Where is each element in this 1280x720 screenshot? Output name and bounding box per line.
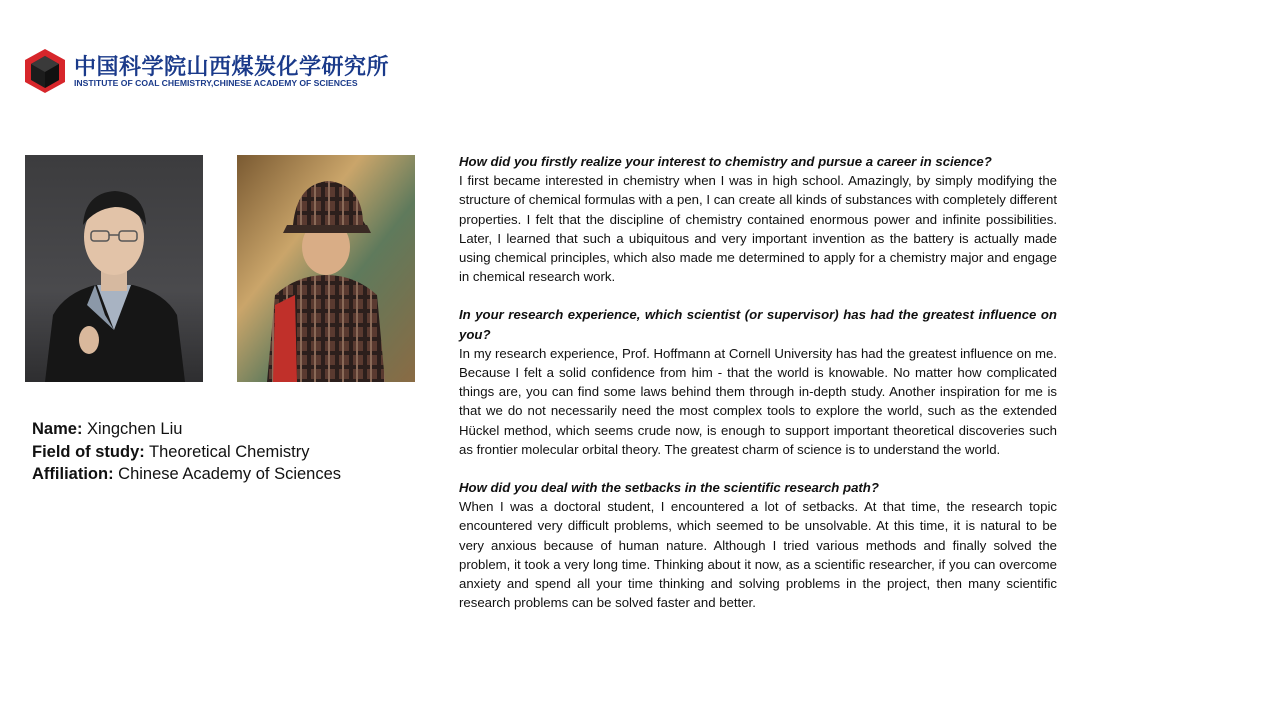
affiliation-label: Affiliation: — [32, 465, 114, 483]
childhood-photo — [237, 155, 415, 382]
institute-name-english: INSTITUTE OF COAL CHEMISTRY,CHINESE ACADEMY OF SCIENCES — [74, 78, 358, 88]
institute-logo — [24, 48, 390, 96]
institute-name-chinese: 中国科学院山西煤炭化学研究所 — [74, 55, 390, 80]
affiliation-value: Chinese Academy of Sciences — [113, 465, 342, 483]
field-row — [32, 441, 341, 464]
question: How did you firstly realize your interest to chemistry and pursue a career in science? — [459, 154, 992, 169]
answer: When I was a doctoral student, I encountered a lot of setbacks. At that time, the research topic encountered very difficult problems, which seemed to be unsolvable. At this time, it is natural to be very anxious because of human nature. Although I tried various methods and finally solved the problem, it took a very long time. Thinking about it now, as a scientific researcher, if you can overcome anxiety and spend all your time thinking and solving problems in the project, then many scientific research problems can be solved faster and better. — [459, 499, 1057, 611]
field-value: Theoretical Chemistry — [144, 442, 310, 461]
qa-block — [459, 305, 1057, 459]
name-value: Xingchen Liu — [82, 420, 183, 438]
hexagon-cube-icon — [24, 48, 66, 94]
question: How did you deal with the setbacks in the scientific research path? — [459, 480, 879, 496]
name-label: Name: — [32, 420, 83, 438]
name-row — [32, 418, 341, 441]
profile-info — [32, 418, 341, 486]
answer: I first became interested in chemistry when I was in high school. Amazingly, by simply modifying the structure of chemical formulas with a pen, I can create all kinds of substances with completely different properties. I felt that the discipline of chemistry contained enormous power and infinite possibilities. Later, I learned that such a ubiquitous and very important invention as the battery is actually made using chemical principles, which also made me determined to apply for a chemistry major and engage in chemical research work. — [459, 173, 1057, 285]
question: In your research experience, which scientist (or supervisor) has had the greatest influence on you? — [459, 307, 1057, 342]
interview-qa — [459, 152, 1057, 631]
portrait-illustration — [25, 155, 203, 382]
field-label: Field of study: — [32, 442, 145, 461]
qa-block — [459, 478, 1057, 612]
answer: In my research experience, Prof. Hoffmann at Cornell University has had the greatest influence on me. Because I felt a solid confidence from him - that the world is knowable. No matter how complicated things are, you can find some laws behind them through in-depth study. Another inspiration for me is that we do not necessarily need the most complex tools to explore the world, such as the extended Hückel method, which seems crude now, is enough to support important theoretical discoveries such as frontier molecular orbital theory. The greatest charm of science is to understand the world. — [459, 345, 1057, 457]
childhood-illustration — [237, 155, 415, 382]
affiliation-row — [32, 463, 341, 486]
portrait-photo — [25, 155, 203, 382]
qa-block — [459, 152, 1057, 286]
